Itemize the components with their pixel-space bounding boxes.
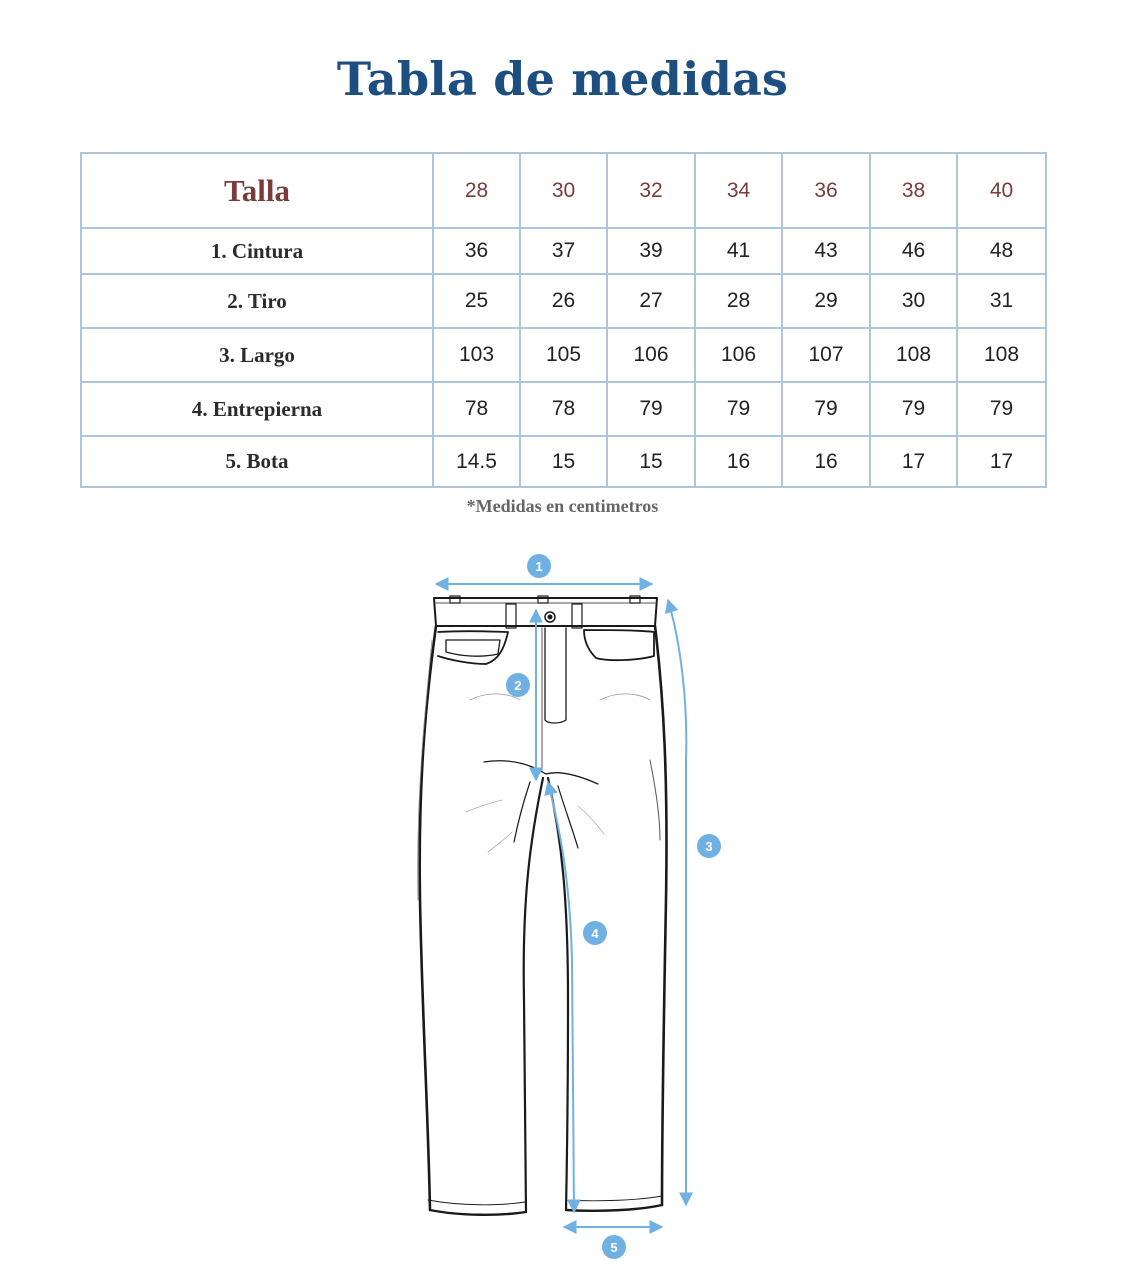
table-cell: 43 [782,228,870,274]
table-row [81,436,1046,487]
table-cell: 108 [870,328,957,382]
table-row [81,274,1046,328]
svg-text:2: 2 [514,678,522,693]
table-cell: 41 [695,228,782,274]
page-title: Tabla de medidas [336,52,789,106]
table-cell: 36 [433,228,520,274]
size-header: 40 [957,153,1046,228]
units-note: *Medidas en centimetros [466,496,659,516]
badge-1 [527,554,551,578]
size-header: 36 [782,153,870,228]
table-cell: 39 [607,228,695,274]
table-cell: 17 [957,436,1046,487]
size-header: 32 [607,153,695,228]
row-label: 5. Bota [81,436,433,487]
table-cell: 15 [607,436,695,487]
table-cell: 79 [695,382,782,436]
talla-header: Talla [81,153,433,228]
size-header: 34 [695,153,782,228]
row-label: 3. Largo [81,328,433,382]
table-cell: 17 [870,436,957,487]
table-cell: 105 [520,328,607,382]
svg-text:1: 1 [535,559,543,574]
table-cell: 79 [607,382,695,436]
size-chart-table [80,152,1047,488]
row-label: 2. Tiro [81,274,433,328]
badge-4 [583,921,607,945]
table-cell: 79 [957,382,1046,436]
table-cell: 78 [433,382,520,436]
table-cell: 25 [433,274,520,328]
table-cell: 29 [782,274,870,328]
table-cell: 31 [957,274,1046,328]
size-header: 38 [870,153,957,228]
row-label: 4. Entrepierna [81,382,433,436]
table-row [81,328,1046,382]
table-row [81,228,1046,274]
table-cell: 108 [957,328,1046,382]
table-cell: 16 [695,436,782,487]
size-header: 30 [520,153,607,228]
table-cell: 78 [520,382,607,436]
table-cell: 30 [870,274,957,328]
table-cell: 106 [695,328,782,382]
table-cell: 27 [607,274,695,328]
table-cell: 14.5 [433,436,520,487]
table-cell: 48 [957,228,1046,274]
table-cell: 26 [520,274,607,328]
table-cell: 79 [782,382,870,436]
svg-text:5: 5 [610,1240,618,1255]
badge-5 [602,1235,626,1259]
size-header: 28 [433,153,520,228]
table-cell: 37 [520,228,607,274]
table-header-row [81,153,1046,228]
table-cell: 79 [870,382,957,436]
table-cell: 16 [782,436,870,487]
badge-3 [697,834,721,858]
table-cell: 103 [433,328,520,382]
table-row [81,382,1046,436]
table-cell: 28 [695,274,782,328]
svg-text:4: 4 [591,926,599,941]
measurement-lines [436,584,686,1227]
pants-measurement-diagram [0,530,1125,1270]
table-cell: 106 [607,328,695,382]
table-cell: 46 [870,228,957,274]
row-label: 1. Cintura [81,228,433,274]
table-cell: 107 [782,328,870,382]
table-cell: 15 [520,436,607,487]
svg-text:3: 3 [705,839,713,854]
pants-illustration [418,596,667,1215]
badge-2 [506,673,530,697]
